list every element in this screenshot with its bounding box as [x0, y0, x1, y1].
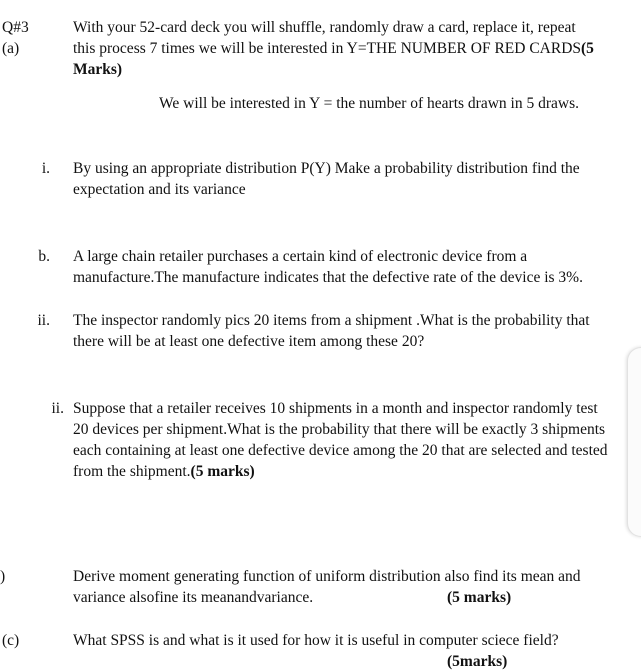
- item-ii-second-text: Suppose that a retailer receives 10 shipments in a month and inspector randomly test 20 devices per shipment.What is the probability that there will be exactly 3 shipments each containing at least one defective device among the 20 that are selected and tested from the shipment.: [73, 400, 608, 480]
- part-b-text: Derive moment generating function of uniform distribution also find its mean and variance alsofine its meanandvariance.: [73, 568, 581, 606]
- part-c-text: What SPSS is and what is it used for how it is useful in computer sciece field?: [73, 632, 559, 649]
- question-number: Q#3: [2, 19, 29, 36]
- item-ii-first-text: The inspector randomly pics 20 items from a shipment .What is the probability that there will be at least one defective item among these 20?: [73, 312, 590, 350]
- side-panel-handle[interactable]: [627, 347, 641, 537]
- item-i-marker: i.: [41, 160, 50, 177]
- part-c-label: (c): [2, 632, 20, 649]
- part-b-label: ): [0, 568, 6, 585]
- part-a-label: (a): [2, 40, 20, 57]
- item-ii-first-marker: ii.: [37, 312, 50, 329]
- item-ii-second-marks: (5 marks): [190, 463, 255, 480]
- item-i-text: By using an appropriate distribution P(Y) Make a probability distribution find the expectation and its variance: [73, 160, 580, 198]
- intro-text: With your 52-card deck you will shuffle, randomly draw a card, replace it, repeat this process 7 times we will be interested in Y=THE NUMBER OF RED CARDS: [73, 19, 582, 57]
- item-ii-second-marker: ii.: [51, 400, 64, 417]
- item-b-text: A large chain retailer purchases a certain kind of electronic device from a manufacture.The manufacture indicates that the defective rate of the device is 3%.: [73, 248, 583, 286]
- item-ii-second-paragraph: [73, 398, 613, 482]
- hearts-line: We will be interested in Y = the number of hearts drawn in 5 draws.: [159, 95, 579, 112]
- intro-paragraph: [73, 17, 595, 80]
- intro-marks: (5 Marks): [73, 40, 594, 78]
- part-c-marks: (5marks): [447, 653, 508, 670]
- part-b-marks: (5 marks): [447, 589, 512, 606]
- item-b-marker: b.: [38, 248, 50, 265]
